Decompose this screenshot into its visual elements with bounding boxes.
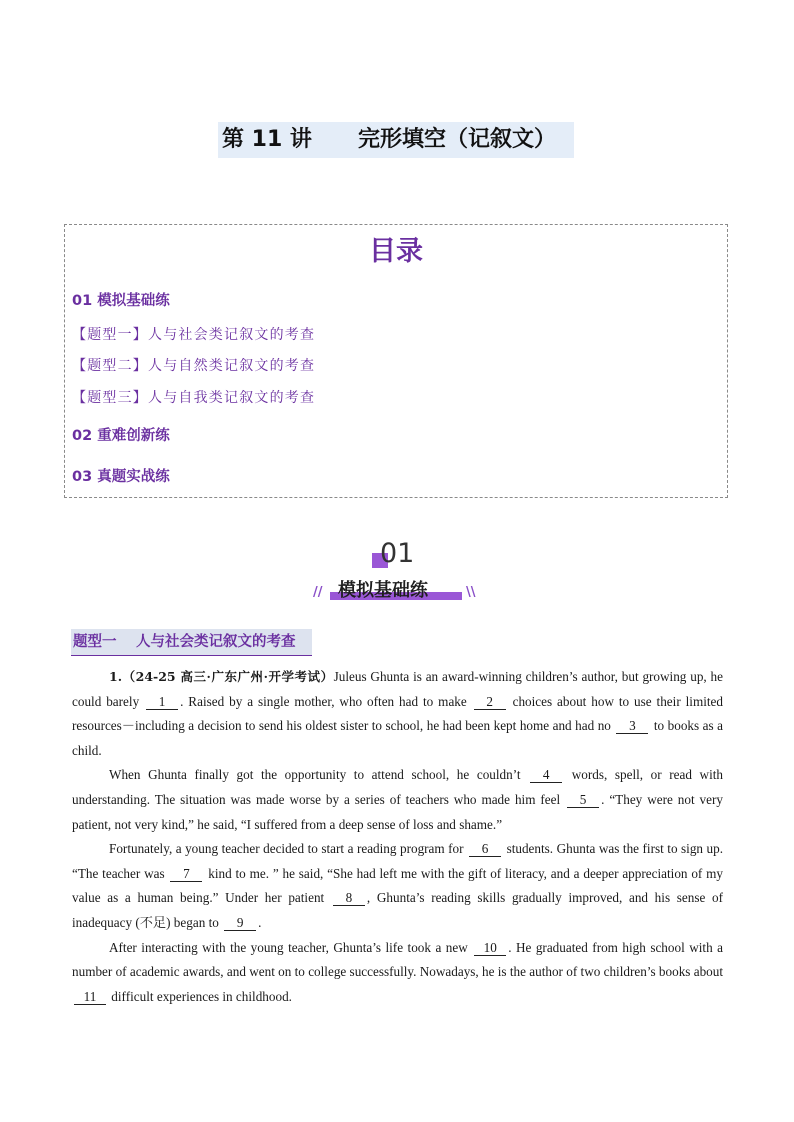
passage-text: Fortunately, a young teacher decided to start a reading program for bbox=[109, 841, 468, 857]
blank-9[interactable]: 9 bbox=[224, 915, 256, 931]
blank-11[interactable]: 11 bbox=[74, 989, 106, 1005]
passage-text: After interacting with the young teacher, Ghunta’s life took a new bbox=[109, 939, 473, 955]
blank-6[interactable]: 6 bbox=[469, 841, 501, 857]
blank-3[interactable]: 3 bbox=[616, 718, 648, 734]
question-number: 1. bbox=[109, 669, 123, 684]
passage-text: words, spell, or read with understanding. The situation was made worse by a series of teachers who made him feel bbox=[72, 767, 723, 807]
section-deco-left: // bbox=[313, 585, 323, 600]
toc-subitem-type-1[interactable]: 【题型一】人与社会类记叙文的考查 bbox=[72, 327, 316, 343]
section-number: 01 bbox=[380, 538, 415, 569]
lecture-number: 第 11 讲 bbox=[222, 127, 312, 152]
passage-paragraph-1 bbox=[72, 665, 723, 763]
blank-4[interactable]: 4 bbox=[530, 767, 562, 783]
blank-1[interactable]: 1 bbox=[146, 694, 178, 710]
toc-subitem-type-3[interactable]: 【题型三】人与自我类记叙文的考查 bbox=[72, 390, 316, 406]
table-of-contents bbox=[64, 224, 728, 498]
passage-paragraph-4 bbox=[72, 936, 723, 1010]
passage-text: . “They were not very patient, not very kind,” he said, “I suffered from a deep sense of loss and shame.” bbox=[72, 791, 723, 832]
passage-text: difficult experiences in childhood. bbox=[108, 988, 292, 1004]
question-source: （24-25 高三·广东广州·开学考试） bbox=[122, 669, 334, 684]
blank-10[interactable]: 10 bbox=[474, 940, 506, 956]
passage-text: . He graduated from high school with a number of academic awards, and went on to college successfully. Nowadays, he is the author of two children’s books about bbox=[72, 939, 724, 980]
blank-5[interactable]: 5 bbox=[567, 792, 599, 808]
passage-text: Juleus Ghunta is an award-winning children’s author, but growing up, he could barely bbox=[72, 669, 723, 709]
toc-section-01[interactable]: 01 模拟基础练 bbox=[72, 293, 170, 309]
passage-text: . bbox=[258, 914, 262, 930]
blank-2[interactable]: 2 bbox=[474, 694, 506, 710]
toc-title: 目录 bbox=[369, 236, 423, 267]
passage-text: to books as a child. bbox=[72, 718, 723, 758]
section-title: 模拟基础练 bbox=[338, 580, 428, 601]
blank-8[interactable]: 8 bbox=[333, 890, 365, 906]
section-deco-right: \\ bbox=[466, 585, 476, 600]
toc-subitem-type-2[interactable]: 【题型二】人与自然类记叙文的考查 bbox=[72, 358, 316, 374]
lecture-topic: 完形填空（记叙文） bbox=[358, 127, 557, 152]
passage-text: , Ghunta’s reading skills gradually improved, and his sense of inadequacy (不足) began to bbox=[72, 890, 723, 930]
question-type-text: 人与社会类记叙文的考查 bbox=[136, 634, 296, 650]
passage-text: When Ghunta finally got the opportunity to attend school, he couldn’t bbox=[109, 767, 529, 783]
passage-text: kind to me. ” he said, “She had left me with the gift of literacy, and a deeper appreciation of my value as a human being.” Under her patient bbox=[72, 865, 723, 906]
toc-section-02[interactable]: 02 重难创新练 bbox=[72, 428, 170, 444]
cloze-passage bbox=[72, 665, 723, 1009]
question-type-label: 题型一 bbox=[73, 634, 117, 650]
passage-text: . Raised by a single mother, who often had to make bbox=[180, 693, 472, 709]
passage-text: students. Ghunta was the first to sign up. “The teacher was bbox=[72, 841, 724, 881]
blank-7[interactable]: 7 bbox=[170, 866, 202, 882]
toc-section-03[interactable]: 03 真题实战练 bbox=[72, 469, 170, 485]
passage-text: choices about how to use their limited resources－including a decision to send his oldest sister to school, he had been kept home and had no bbox=[72, 693, 723, 734]
passage-paragraph-3 bbox=[72, 837, 723, 935]
question-type-heading bbox=[71, 629, 312, 656]
document-title bbox=[218, 122, 574, 158]
passage-paragraph-2 bbox=[72, 763, 723, 837]
